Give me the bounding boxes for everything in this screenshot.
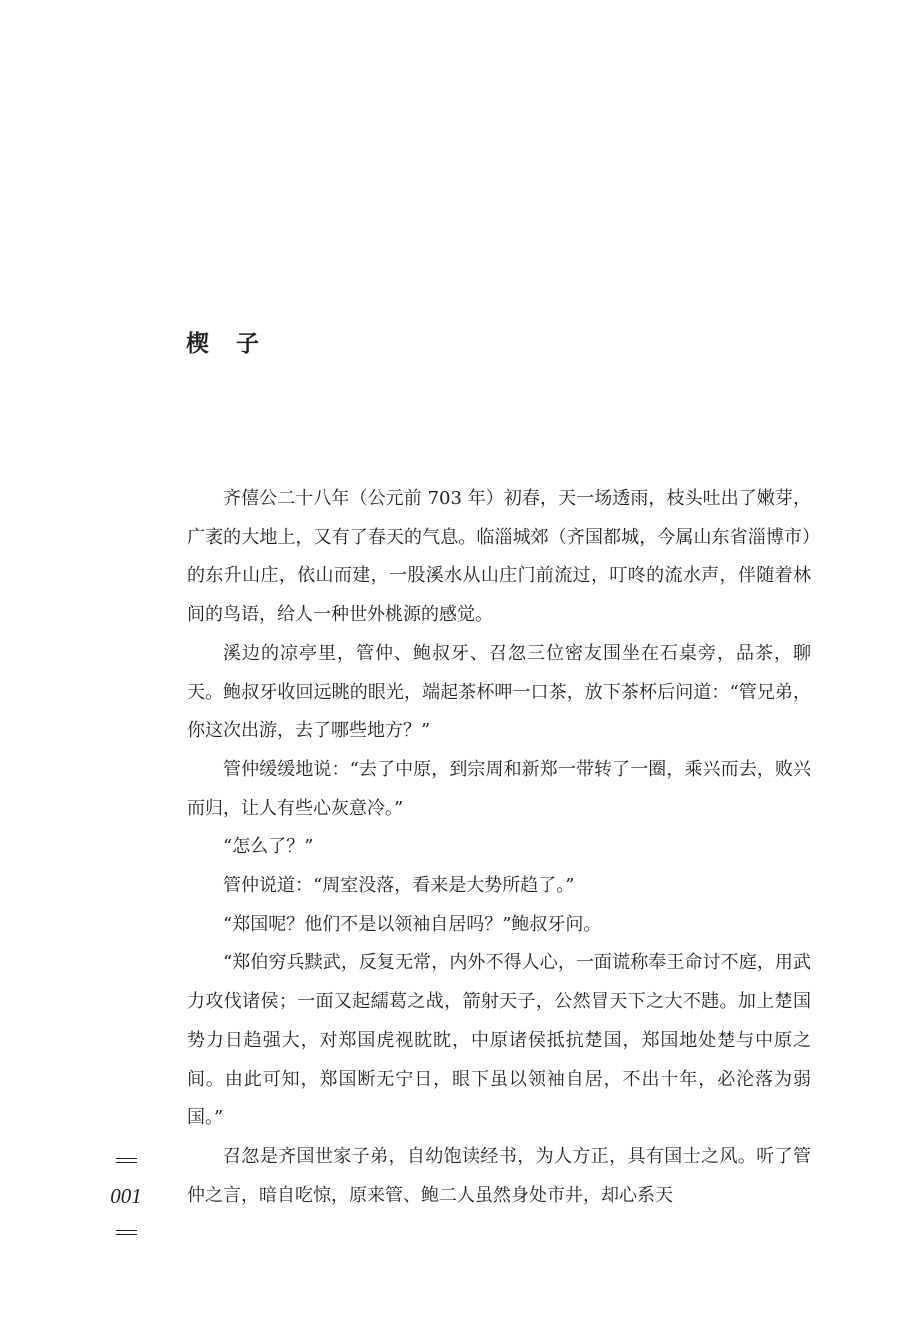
page-number: 001 bbox=[110, 1184, 142, 1208]
paragraph: 管仲缓缓地说：“去了中原，到宗周和新郑一带转了一圈，乘兴而去，败兴而归，让人有些心灰意冷。” bbox=[187, 758, 811, 819]
body-text bbox=[187, 480, 811, 1215]
paragraph: “怎么了？” bbox=[223, 836, 314, 858]
paragraph: 溪边的凉亭里，管仲、鲍叔牙、召忽三位密友围坐在石桌旁，品茶，聊天。鲍叔牙收回远眺的眼光，端起茶杯呷一口茶，放下茶杯后问道：“管兄弟，你这次出游，去了哪些地方？” bbox=[187, 642, 811, 742]
folio-rule-top bbox=[116, 1158, 137, 1163]
page-folio bbox=[106, 1152, 146, 1242]
paragraph: 齐僖公二十八年（公元前 703 年）初春，天一场透雨，枝头吐出了嫩芽，广袤的大地上，又有了春天的气息。临淄城郊（齐国都城，今属山东省淄博市）的东升山庄，依山而建，一股溪水从山庄门前流过，叮咚的流水声，伴随着林间的鸟语，给人一种世外桃源的感觉。 bbox=[187, 488, 811, 626]
paragraph: “郑国呢？他们不是以领袖自居吗？”鲍叔牙问。 bbox=[223, 913, 602, 935]
folio-rule-bottom bbox=[116, 1230, 137, 1235]
chapter-title: 楔子 bbox=[186, 331, 286, 357]
paragraph: 召忽是齐国世家子弟，自幼饱读经书，为人方正，具有国士之风。听了管仲之言，暗自吃惊，原来管、鲍二人虽然身处市井，却心系天 bbox=[187, 1145, 811, 1206]
paragraph: “郑伯穷兵黩武，反复无常，内外不得人心，一面谎称奉王命讨不庭，用武力攻伐诸侯；一面又起繻葛之战，箭射天子，公然冒天下之大不韪。加上楚国势力日趋强大，对郑国虎视眈眈，中原诸侯抵抗楚国，郑国地处楚与中原之间。由此可知，郑国断无宁日，眼下虽以领袖自居，不出十年，必沦落为弱国。” bbox=[187, 952, 811, 1129]
paragraph: 管仲说道：“周室没落，看来是大势所趋了。” bbox=[223, 875, 575, 897]
